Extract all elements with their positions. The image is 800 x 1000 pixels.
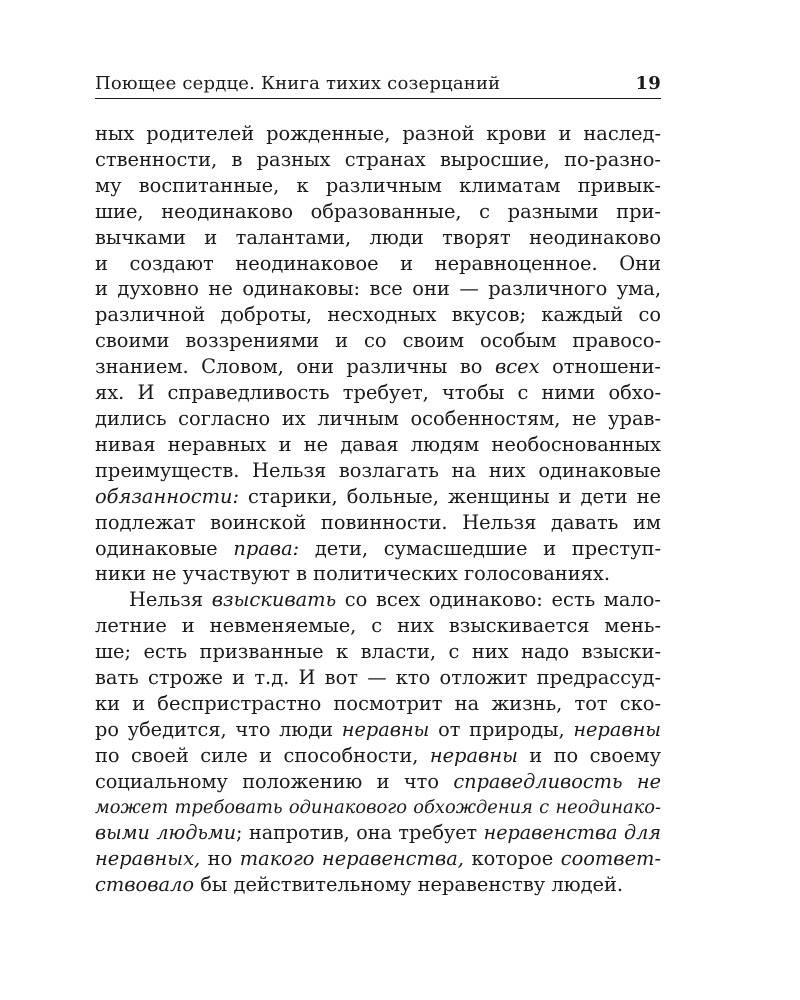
text-line (95, 820, 661, 846)
text-segment: различной доброты, несходных вкусов; каждый со (95, 303, 661, 327)
text-segment: ных родителей рожденные, разной крови и наслед- (95, 122, 661, 145)
italic-text: такого неравенства, (239, 847, 464, 871)
text-line (95, 328, 661, 354)
text-segment: шие, неодинаково образованные, с разными при- (95, 199, 661, 223)
text-segment: ях. И справедливость требует, чтобы с ними обхо- (95, 381, 661, 405)
text-line (95, 795, 661, 821)
text-line (95, 561, 661, 587)
text-line (95, 510, 661, 536)
text-segment: одинаковые (95, 536, 234, 560)
text-line (95, 587, 661, 613)
text-line (95, 432, 661, 458)
running-title: Поющее сердце. Книга тихих созерцаний (95, 73, 501, 94)
text-line (95, 743, 661, 769)
text-segment: со всех одинаково: есть мало- (336, 588, 661, 612)
italic-text: может требовать одинакового обхождения с неодинако- (95, 796, 661, 818)
text-segment: ственности, в разных странах выросшие, по-разно- (95, 147, 661, 171)
text-segment: вать строже и т.д. И вот — кто отложит предрассуд- (95, 666, 661, 690)
text-segment: преимуществ. Нельзя возлагать на них одинаковые (95, 458, 661, 482)
running-header (95, 72, 661, 99)
text-line (95, 665, 661, 691)
text-segment: ки и беспристрастно посмотрит на жизнь, тот ско- (95, 691, 661, 715)
text-segment: дились согласно их личным особенностям, не урав- (95, 406, 661, 430)
text-line (95, 406, 661, 432)
italic-text: неравны (341, 717, 430, 741)
italic-text: соответ- (560, 847, 661, 871)
text-line (95, 613, 661, 639)
italic-text: неравных, (95, 847, 201, 871)
text-segment: которое (463, 847, 561, 871)
text-segment: и создают неодинаковое и неравноценное. Они (95, 251, 661, 275)
text-segment: и духовно не одинаковы: все они — различного ума, (95, 277, 661, 301)
italic-text: выми людьми (95, 821, 237, 845)
italic-text: неравенства для (483, 821, 661, 845)
italic-text: неравны (573, 717, 661, 741)
text-line (95, 536, 661, 562)
book-page (95, 72, 661, 898)
text-line (95, 302, 661, 328)
italic-text: обязанности: (95, 484, 239, 508)
text-line (95, 199, 661, 225)
italic-text: ствовало (95, 873, 195, 897)
italic-text: взыскивать (211, 588, 337, 612)
text-line (95, 846, 661, 872)
text-line (95, 380, 661, 406)
text-segment: му воспитанные, к различным климатам привык- (95, 173, 661, 197)
text-line (95, 458, 661, 484)
text-segment: знанием. Словом, они различны во (95, 355, 495, 379)
text-line (95, 276, 661, 302)
text-segment: ше; есть призванные к власти, с них надо взыски- (95, 640, 661, 664)
text-segment: Нельзя (129, 588, 212, 612)
text-line (95, 717, 661, 743)
text-segment: от природы, (429, 717, 574, 741)
text-segment: социальному положению и что (95, 769, 454, 793)
text-line (95, 691, 661, 717)
text-line (95, 354, 661, 380)
text-segment: ; напротив, она требует (236, 821, 484, 845)
text-segment: по своей силе и способности, (95, 743, 430, 767)
text-line (95, 173, 661, 199)
italic-text: права: (233, 536, 300, 560)
text-segment: отношени- (539, 355, 661, 379)
text-line (95, 872, 661, 898)
text-segment: летние и невменяемые, с них взыскивается мень- (95, 614, 661, 638)
text-segment: дети, сумасшедшие и преступ- (299, 536, 661, 560)
text-segment: бы действительному неравенству людей. (194, 873, 624, 897)
text-line (95, 251, 661, 277)
italic-text: всех (495, 355, 540, 379)
text-segment: ро убедится, что люди (95, 717, 342, 741)
text-segment: но (200, 847, 240, 871)
text-segment: ники не участвуют в политических голосованиях. (95, 562, 610, 586)
text-line (95, 484, 661, 510)
page-number: 19 (635, 73, 661, 94)
text-segment: подлежат воинской повинности. Нельзя давать им (95, 510, 661, 534)
text-line (95, 147, 661, 173)
text-segment: и по своему (517, 743, 661, 767)
italic-text: неравны (429, 743, 518, 767)
text-segment: вычками и талантами, люди творят неодинаково (95, 225, 661, 249)
text-segment: своими воззрениями и со своим особым правосо- (95, 329, 661, 353)
body-text (95, 121, 661, 898)
text-segment: старики, больные, женщины и дети не (238, 484, 661, 508)
text-line (95, 225, 661, 251)
text-line (95, 769, 661, 795)
text-segment: нивая неравных и не давая людям необоснованных (95, 432, 661, 456)
italic-text: справедливость не (453, 769, 661, 793)
text-line (95, 639, 661, 665)
text-line (95, 121, 661, 147)
